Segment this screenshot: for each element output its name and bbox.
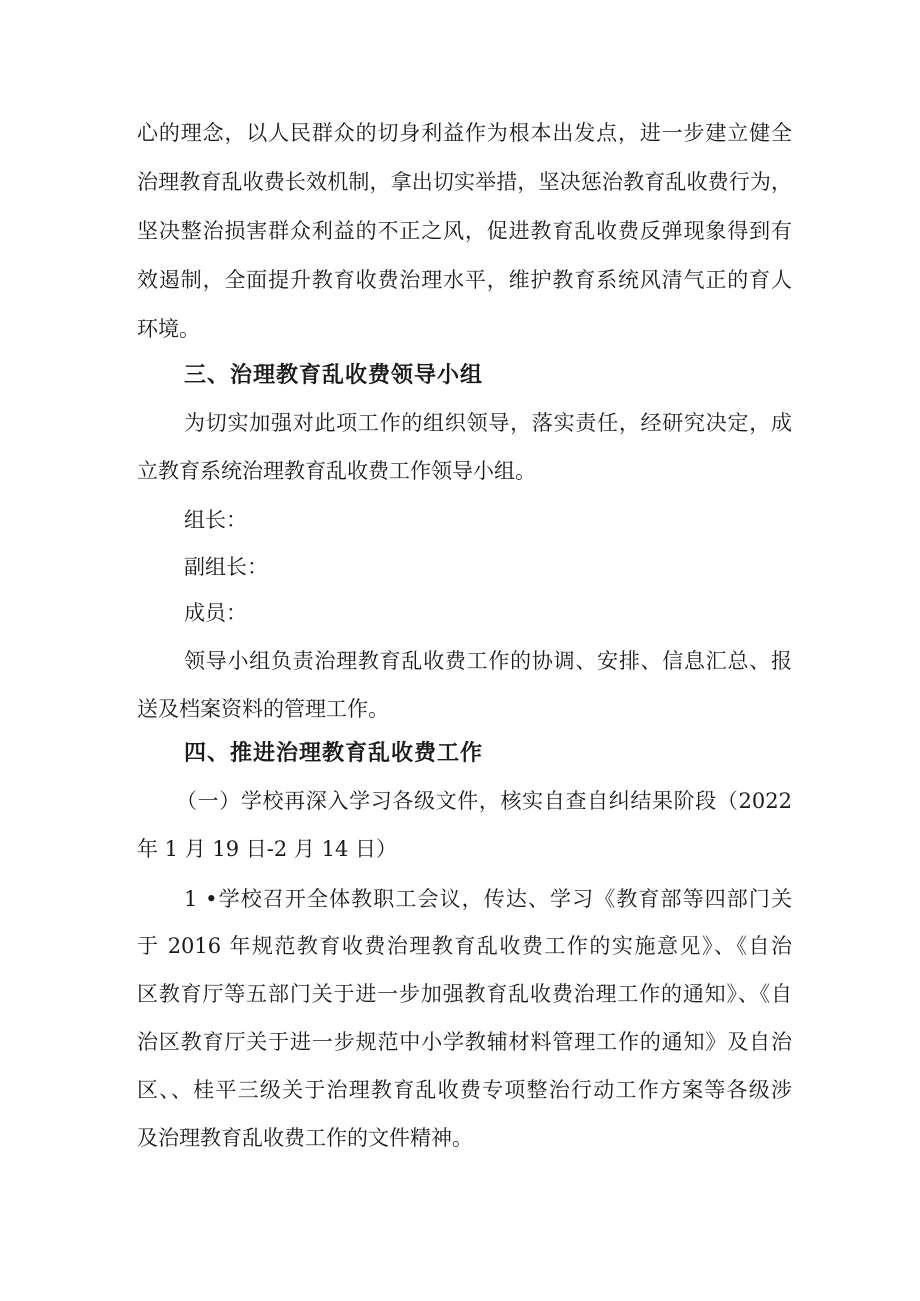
leader-label: 组长： (184, 508, 247, 532)
deputy-leader-label: 副组长： (184, 555, 268, 579)
paragraph-line: 送及档案资料的管理工作。 (137, 697, 389, 721)
section-heading-4: 四、推进治理教育乱收费工作 (184, 741, 484, 766)
paragraph-line: 环境。 (137, 317, 200, 341)
paragraph-line: 治理教育乱收费长效机制，拿出切实举措，坚决惩治教育乱收费行为， (137, 170, 792, 194)
members-label: 成员： (184, 601, 247, 625)
paragraph-line: 领导小组负责治理教育乱收费工作的协调、安排、信息汇总、报 (184, 649, 792, 673)
subsection-line: 年 1 月 19 日-2 月 14 日） (137, 837, 397, 861)
paragraph-line: 1 •学校召开全体教职工会议，传达、学习《教育部等四部门关 (184, 887, 792, 911)
subsection-line: （一）学校再深入学习各级文件，核实自查自纠结果阶段（2022 (176, 789, 792, 813)
section-heading-3: 三、治理教育乱收费领导小组 (184, 363, 484, 388)
paragraph-line: 效遏制，全面提升教育收费治理水平，维护教育系统风清气正的育人 (137, 268, 792, 292)
paragraph-line: 心的理念，以人民群众的切身利益作为根本出发点，进一步建立健全 (137, 121, 792, 145)
paragraph-line: 坚决整治损害群众利益的不正之风，促进教育乱收费反弹现象得到有 (137, 219, 792, 243)
paragraph-line: 于 2016 年规范教育收费治理教育乱收费工作的实施意见》、《自治 (137, 934, 792, 958)
paragraph-line: 立教育系统治理教育乱收费工作领导小组。 (137, 459, 536, 483)
paragraph-line: 治区教育厅关于进一步规范中小学教辅材料管理工作的通知》及自治 (137, 1030, 792, 1054)
paragraph-line: 区、、桂平三级关于治理教育乱收费专项整治行动工作方案等各级涉 (137, 1078, 792, 1102)
paragraph-line: 为切实加强对此项工作的组织领导，落实责任，经研究决定，成 (184, 411, 792, 435)
paragraph-line: 区教育厅等五部门关于进一步加强教育乱收费治理工作的通知》、《自 (137, 982, 792, 1006)
paragraph-line: 及治理教育乱收费工作的文件精神。 (137, 1126, 473, 1150)
